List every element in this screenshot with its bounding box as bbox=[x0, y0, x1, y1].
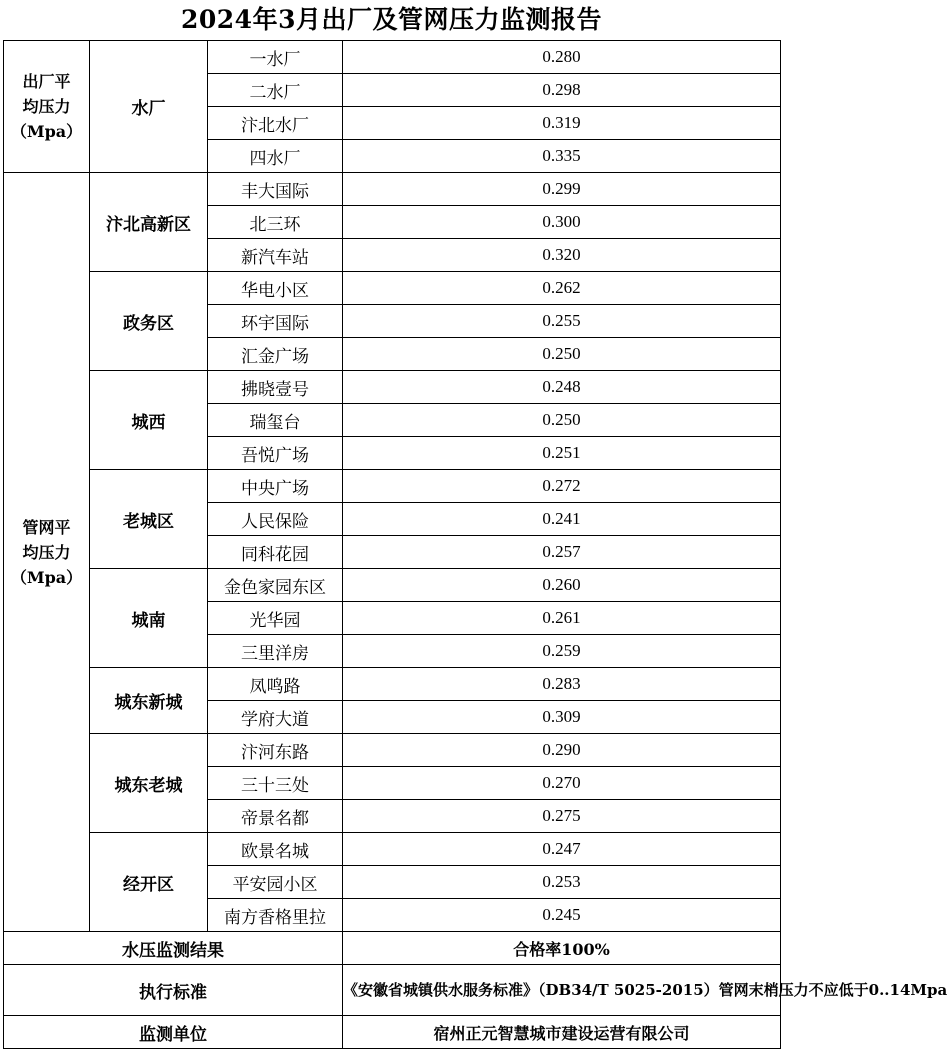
table-row bbox=[4, 41, 781, 74]
section-label-line: 管网平 bbox=[22, 517, 71, 537]
report-body bbox=[4, 41, 781, 932]
site-name: 瑞玺台 bbox=[208, 404, 343, 437]
site-name: 凤鸣路 bbox=[208, 668, 343, 701]
site-name: 中央广场 bbox=[208, 470, 343, 503]
pressure-value: 0.250 bbox=[343, 404, 781, 437]
pressure-value: 0.251 bbox=[343, 437, 781, 470]
district-name: 城东老城 bbox=[90, 734, 208, 833]
table-row bbox=[4, 668, 781, 701]
pressure-value: 0.299 bbox=[343, 173, 781, 206]
unit-value: 宿州正元智慧城市建设运营有限公司 bbox=[343, 1016, 781, 1049]
table-row bbox=[4, 734, 781, 767]
section-label-line: 出厂平 bbox=[22, 72, 71, 91]
pressure-value: 0.255 bbox=[343, 305, 781, 338]
section-label-line: （Mpa） bbox=[10, 567, 83, 587]
site-name: 金色家园东区 bbox=[208, 569, 343, 602]
site-name: 同科花园 bbox=[208, 536, 343, 569]
pressure-value: 0.298 bbox=[343, 74, 781, 107]
factory-section-label bbox=[4, 41, 90, 173]
table-row bbox=[4, 371, 781, 404]
table-row bbox=[4, 470, 781, 503]
site-name: 人民保险 bbox=[208, 503, 343, 536]
pressure-value: 0.280 bbox=[343, 41, 781, 74]
pressure-value: 0.259 bbox=[343, 635, 781, 668]
table-row bbox=[4, 272, 781, 305]
site-name: 拂晓壹号 bbox=[208, 371, 343, 404]
pressure-value: 0.319 bbox=[343, 107, 781, 140]
unit-label: 监测单位 bbox=[4, 1016, 343, 1049]
site-name: 吾悦广场 bbox=[208, 437, 343, 470]
result-value: 合格率100% bbox=[343, 932, 781, 965]
site-name: 新汽车站 bbox=[208, 239, 343, 272]
district-name: 汴北高新区 bbox=[90, 173, 208, 272]
site-name: 二水厂 bbox=[208, 74, 343, 107]
site-name: 丰大国际 bbox=[208, 173, 343, 206]
district-name: 经开区 bbox=[90, 833, 208, 932]
result-label: 水压监测结果 bbox=[4, 932, 343, 965]
unit-row bbox=[4, 1016, 781, 1049]
pressure-value: 0.257 bbox=[343, 536, 781, 569]
pressure-value: 0.253 bbox=[343, 866, 781, 899]
pressure-report-table bbox=[3, 40, 947, 1049]
site-name: 学府大道 bbox=[208, 701, 343, 734]
site-name: 汴河东路 bbox=[208, 734, 343, 767]
pressure-value: 0.283 bbox=[343, 668, 781, 701]
site-name: 环宇国际 bbox=[208, 305, 343, 338]
standard-label: 执行标准 bbox=[4, 965, 343, 1016]
district-name: 城西 bbox=[90, 371, 208, 470]
pressure-value: 0.262 bbox=[343, 272, 781, 305]
district-name: 老城区 bbox=[90, 470, 208, 569]
pressure-value: 0.241 bbox=[343, 503, 781, 536]
section-label-line: （Mpa） bbox=[10, 122, 83, 141]
pressure-value: 0.335 bbox=[343, 140, 781, 173]
site-name: 华电小区 bbox=[208, 272, 343, 305]
table-row bbox=[4, 173, 781, 206]
pressure-value: 0.300 bbox=[343, 206, 781, 239]
pressure-value: 0.270 bbox=[343, 767, 781, 800]
pressure-value: 0.272 bbox=[343, 470, 781, 503]
site-name: 光华园 bbox=[208, 602, 343, 635]
district-name: 政务区 bbox=[90, 272, 208, 371]
factory-group-label: 水厂 bbox=[90, 41, 208, 173]
pressure-value: 0.290 bbox=[343, 734, 781, 767]
standard-row bbox=[4, 965, 781, 1016]
report-title: 2024年3月出厂及管网压力监测报告 bbox=[181, 5, 602, 34]
site-name: 南方香格里拉 bbox=[208, 899, 343, 932]
site-name: 汴北水厂 bbox=[208, 107, 343, 140]
site-name: 汇金广场 bbox=[208, 338, 343, 371]
pressure-value: 0.275 bbox=[343, 800, 781, 833]
network-section-label bbox=[4, 173, 90, 932]
site-name: 四水厂 bbox=[208, 140, 343, 173]
pressure-value: 0.320 bbox=[343, 239, 781, 272]
district-name: 城东新城 bbox=[90, 668, 208, 734]
district-name: 城南 bbox=[90, 569, 208, 668]
site-name: 平安园小区 bbox=[208, 866, 343, 899]
site-name: 北三环 bbox=[208, 206, 343, 239]
pressure-value: 0.250 bbox=[343, 338, 781, 371]
pressure-value: 0.309 bbox=[343, 701, 781, 734]
pressure-value: 0.245 bbox=[343, 899, 781, 932]
section-label-line: 均压力 bbox=[22, 542, 71, 562]
standard-value: 《安徽省城镇供水服务标准》（DB34/T 5025-2015）管网末梢压力不应低于0..14Mpa bbox=[343, 965, 781, 1016]
pressure-value: 0.260 bbox=[343, 569, 781, 602]
site-name: 三十三处 bbox=[208, 767, 343, 800]
result-row bbox=[4, 932, 781, 965]
site-name: 欧景名城 bbox=[208, 833, 343, 866]
site-name: 三里洋房 bbox=[208, 635, 343, 668]
table-row bbox=[4, 833, 781, 866]
section-label-line: 均压力 bbox=[22, 97, 71, 116]
table-row bbox=[4, 569, 781, 602]
site-name: 帝景名都 bbox=[208, 800, 343, 833]
pressure-value: 0.248 bbox=[343, 371, 781, 404]
report-footer bbox=[4, 932, 947, 1049]
pressure-value: 0.261 bbox=[343, 602, 781, 635]
site-name: 一水厂 bbox=[208, 41, 343, 74]
pressure-value: 0.247 bbox=[343, 833, 781, 866]
